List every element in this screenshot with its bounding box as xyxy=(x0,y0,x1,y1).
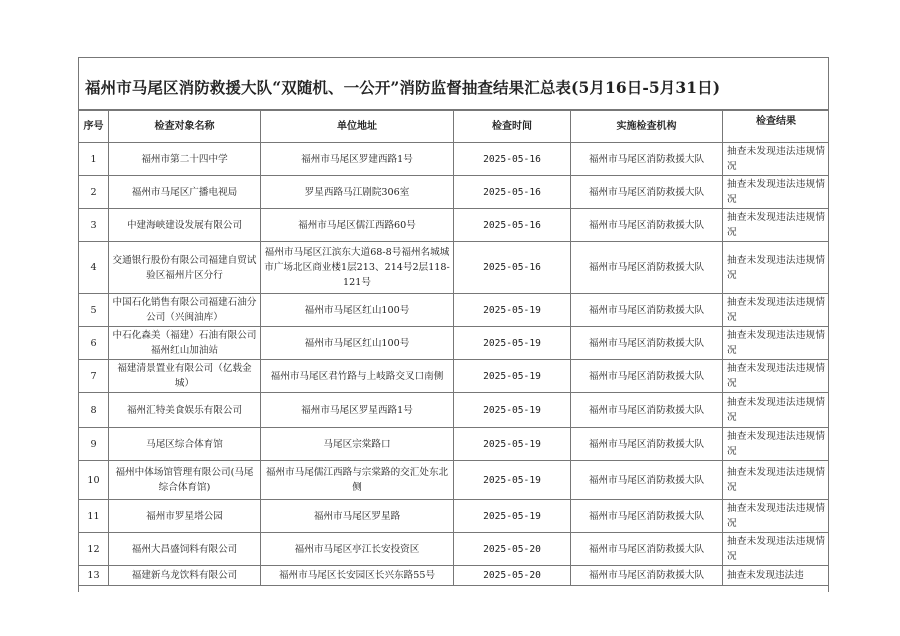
row-result: 抽查未发现违法违规情况 xyxy=(723,428,830,461)
row-number: 8 xyxy=(79,393,109,428)
table-row xyxy=(79,393,830,428)
row-number: 2 xyxy=(79,176,109,209)
row-date: 2025-05-16 xyxy=(454,143,571,176)
table-row xyxy=(79,327,830,360)
row-address: 福州市马尾区罗建西路1号 xyxy=(261,143,454,176)
row-agency: 福州市马尾区消防救援大队 xyxy=(571,428,723,461)
row-number: 13 xyxy=(79,566,109,586)
row-object-name: 中国石化销售有限公司福建石油分公司（兴闽油库） xyxy=(109,294,261,327)
row-address: 福州市马尾区罗星西路1号 xyxy=(261,393,454,428)
row-number: 1 xyxy=(79,143,109,176)
row-agency: 福州市马尾区消防救援大队 xyxy=(571,500,723,533)
table-row xyxy=(79,566,830,586)
row-date: 2025-05-16 xyxy=(454,209,571,242)
row-agency: 福州市马尾区消防救援大队 xyxy=(571,294,723,327)
table-row xyxy=(79,533,830,566)
table-row xyxy=(79,461,830,500)
row-object-name: 福建新乌龙饮料有限公司 xyxy=(109,566,261,586)
row-result: 抽查未发现违法违规情况 xyxy=(723,143,830,176)
row-object-name: 福州汇特美食娱乐有限公司 xyxy=(109,393,261,428)
row-number: 10 xyxy=(79,461,109,500)
table-body xyxy=(79,143,830,586)
row-address: 马尾区宗棠路口 xyxy=(261,428,454,461)
row-date: 2025-05-19 xyxy=(454,360,571,393)
row-object-name: 中建海峡建设发展有限公司 xyxy=(109,209,261,242)
row-result: 抽查未发现违法违规情况 xyxy=(723,393,830,428)
row-address: 福州市马尾区亭江长安投资区 xyxy=(261,533,454,566)
row-date: 2025-05-16 xyxy=(454,242,571,294)
row-agency: 福州市马尾区消防救援大队 xyxy=(571,393,723,428)
row-number: 4 xyxy=(79,242,109,294)
row-object-name: 福州大昌盛饲料有限公司 xyxy=(109,533,261,566)
table-header-row xyxy=(79,111,830,143)
row-agency: 福州市马尾区消防救援大队 xyxy=(571,242,723,294)
row-number: 3 xyxy=(79,209,109,242)
row-object-name: 福州市第二十四中学 xyxy=(109,143,261,176)
row-result: 抽查未发现违法违 xyxy=(723,566,830,586)
row-number: 9 xyxy=(79,428,109,461)
row-date: 2025-05-20 xyxy=(454,566,571,586)
row-number: 12 xyxy=(79,533,109,566)
row-object-name: 中石化森美（福建）石油有限公司福州红山加油站 xyxy=(109,327,261,360)
table-row xyxy=(79,360,830,393)
table-row xyxy=(79,294,830,327)
row-date: 2025-05-19 xyxy=(454,500,571,533)
row-agency: 福州市马尾区消防救援大队 xyxy=(571,209,723,242)
row-agency: 福州市马尾区消防救援大队 xyxy=(571,533,723,566)
table-row xyxy=(79,500,830,533)
row-result: 抽查未发现违法违规情况 xyxy=(723,209,830,242)
row-result: 抽查未发现违法违规情况 xyxy=(723,242,830,294)
table-row xyxy=(79,143,830,176)
row-address: 福州市马尾区长安园区长兴东路55号 xyxy=(261,566,454,586)
table-row xyxy=(79,428,830,461)
row-address: 福州市马尾区君竹路与上岐路交叉口南侧 xyxy=(261,360,454,393)
row-agency: 福州市马尾区消防救援大队 xyxy=(571,143,723,176)
inspection-table xyxy=(78,110,829,586)
row-object-name: 福州市马尾区广播电视局 xyxy=(109,176,261,209)
row-agency: 福州市马尾区消防救援大队 xyxy=(571,566,723,586)
row-date: 2025-05-19 xyxy=(454,393,571,428)
col-header-name: 检查对象名称 xyxy=(109,111,261,143)
row-number: 5 xyxy=(79,294,109,327)
row-result: 抽查未发现违法违规情况 xyxy=(723,500,830,533)
row-object-name: 交通银行股份有限公司福建自贸试验区福州片区分行 xyxy=(109,242,261,294)
row-date: 2025-05-20 xyxy=(454,533,571,566)
report-sheet xyxy=(78,57,829,592)
row-object-name: 马尾区综合体育馆 xyxy=(109,428,261,461)
row-result: 抽查未发现违法违规情况 xyxy=(723,294,830,327)
row-address: 福州市马尾儒江西路与宗棠路的交汇处东北侧 xyxy=(261,461,454,500)
row-result: 抽查未发现违法违规情况 xyxy=(723,533,830,566)
row-result: 抽查未发现违法违规情况 xyxy=(723,176,830,209)
row-address: 福州市马尾区红山100号 xyxy=(261,327,454,360)
row-number: 6 xyxy=(79,327,109,360)
col-header-date: 检查时间 xyxy=(454,111,571,143)
row-agency: 福州市马尾区消防救援大队 xyxy=(571,327,723,360)
col-header-address: 单位地址 xyxy=(261,111,454,143)
row-object-name: 福建清景置业有限公司（亿载金城） xyxy=(109,360,261,393)
row-address: 福州市马尾区红山100号 xyxy=(261,294,454,327)
row-number: 11 xyxy=(79,500,109,533)
col-header-agency: 实施检查机构 xyxy=(571,111,723,143)
row-address: 罗星西路马江剧院306室 xyxy=(261,176,454,209)
row-object-name: 福州中体场馆管理有限公司(马尾综合体育馆) xyxy=(109,461,261,500)
col-header-no: 序号 xyxy=(79,111,109,143)
row-agency: 福州市马尾区消防救援大队 xyxy=(571,461,723,500)
row-result: 抽查未发现违法违规情况 xyxy=(723,461,830,500)
row-address: 福州市马尾区江滨东大道68-8号福州名城城市广场北区商业楼1层213、214号2层118-121号 xyxy=(261,242,454,294)
report-title: 福州市马尾区消防救援大队“双随机、一公开”消防监督抽查结果汇总表(5月16日-5月31日) xyxy=(79,58,828,110)
row-date: 2025-05-19 xyxy=(454,461,571,500)
row-date: 2025-05-16 xyxy=(454,176,571,209)
row-date: 2025-05-19 xyxy=(454,327,571,360)
row-number: 7 xyxy=(79,360,109,393)
row-agency: 福州市马尾区消防救援大队 xyxy=(571,176,723,209)
row-result: 抽查未发现违法违规情况 xyxy=(723,360,830,393)
table-row xyxy=(79,176,830,209)
col-header-result: 检查结果 xyxy=(723,111,830,143)
row-date: 2025-05-19 xyxy=(454,428,571,461)
row-date: 2025-05-19 xyxy=(454,294,571,327)
row-result: 抽查未发现违法违规情况 xyxy=(723,327,830,360)
table-row xyxy=(79,209,830,242)
table-row xyxy=(79,242,830,294)
row-object-name: 福州市罗星塔公园 xyxy=(109,500,261,533)
row-address: 福州市马尾区罗星路 xyxy=(261,500,454,533)
row-agency: 福州市马尾区消防救援大队 xyxy=(571,360,723,393)
row-address: 福州市马尾区儒江西路60号 xyxy=(261,209,454,242)
